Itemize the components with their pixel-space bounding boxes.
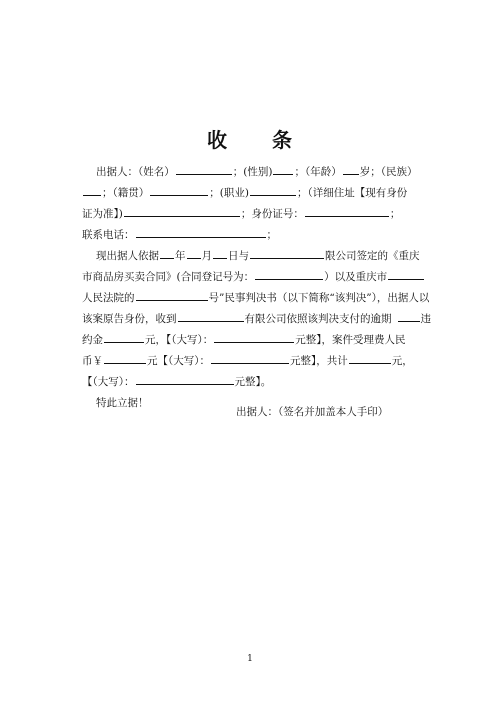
total-uppercase-blank[interactable] <box>136 373 234 385</box>
line-total-uppercase: 【（大写）： 元整】。 <box>82 372 427 393</box>
total-amount-blank[interactable] <box>349 352 391 364</box>
line-personal-info-1: 出据人：（姓名） ；(性别) ；（年龄） 岁；（民族） <box>82 162 427 183</box>
document-title <box>0 124 500 153</box>
line-contract-number: 市商品房买卖合同》(合同登记号为： ）以及重庆市 <box>82 267 427 288</box>
line-phone: 联系电话： ； <box>82 225 427 246</box>
year-blank[interactable] <box>160 247 174 259</box>
fee-amount-blank[interactable] <box>104 352 146 364</box>
overdue-blank[interactable] <box>398 310 420 322</box>
page-number: 1 <box>247 654 253 664</box>
month-blank[interactable] <box>187 247 201 259</box>
judgment-number-blank[interactable] <box>136 289 208 301</box>
line-contract-date: 现出据人依据 年 月 日与 限公司签定的《重庆 <box>82 246 427 267</box>
signature-line: 出据人：（签名并加盖本人手印） <box>236 406 389 418</box>
court-district-blank[interactable] <box>388 268 424 280</box>
title-char-2: 条 <box>272 128 293 152</box>
company-blank[interactable] <box>250 247 324 259</box>
line-personal-info-2: ；（籍贯） ；(职业) ；（详细住址【现有身份 <box>82 183 427 204</box>
phone-blank[interactable] <box>136 226 266 238</box>
ethnicity-blank[interactable] <box>83 184 101 196</box>
line-fee-amount: 币￥ 元【（大写）： 元整】，共计 元， <box>82 351 427 372</box>
line-address: 证为准】) ；身份证号： ； <box>82 204 427 225</box>
gender-blank[interactable] <box>273 163 293 175</box>
payer-company-blank[interactable] <box>178 310 244 322</box>
penalty-uppercase-blank[interactable] <box>214 331 294 343</box>
id-number-blank[interactable] <box>305 205 389 217</box>
penalty-amount-blank[interactable] <box>104 331 144 343</box>
line-judgment: 人民法院的 号”民事判决书（以下简称“该判决”），出据人以 <box>82 288 427 309</box>
name-blank[interactable] <box>176 163 232 175</box>
line-closing: 特此立据！ <box>96 397 149 409</box>
occupation-blank[interactable] <box>250 184 296 196</box>
day-blank[interactable] <box>213 247 227 259</box>
title-char-1: 收 <box>207 128 228 152</box>
receipt-body <box>82 162 431 414</box>
line-received: 该案原告身份，收到 有限公司依照该判决支付的逾期 违 <box>82 309 427 330</box>
line-penalty-amount: 约金 元，【（大写）： 元整】，案件受理费人民 <box>82 330 427 351</box>
fee-uppercase-blank[interactable] <box>211 352 289 364</box>
address-blank[interactable] <box>124 205 240 217</box>
age-blank[interactable] <box>343 163 359 175</box>
contract-number-blank[interactable] <box>255 268 323 280</box>
native-place-blank[interactable] <box>150 184 208 196</box>
